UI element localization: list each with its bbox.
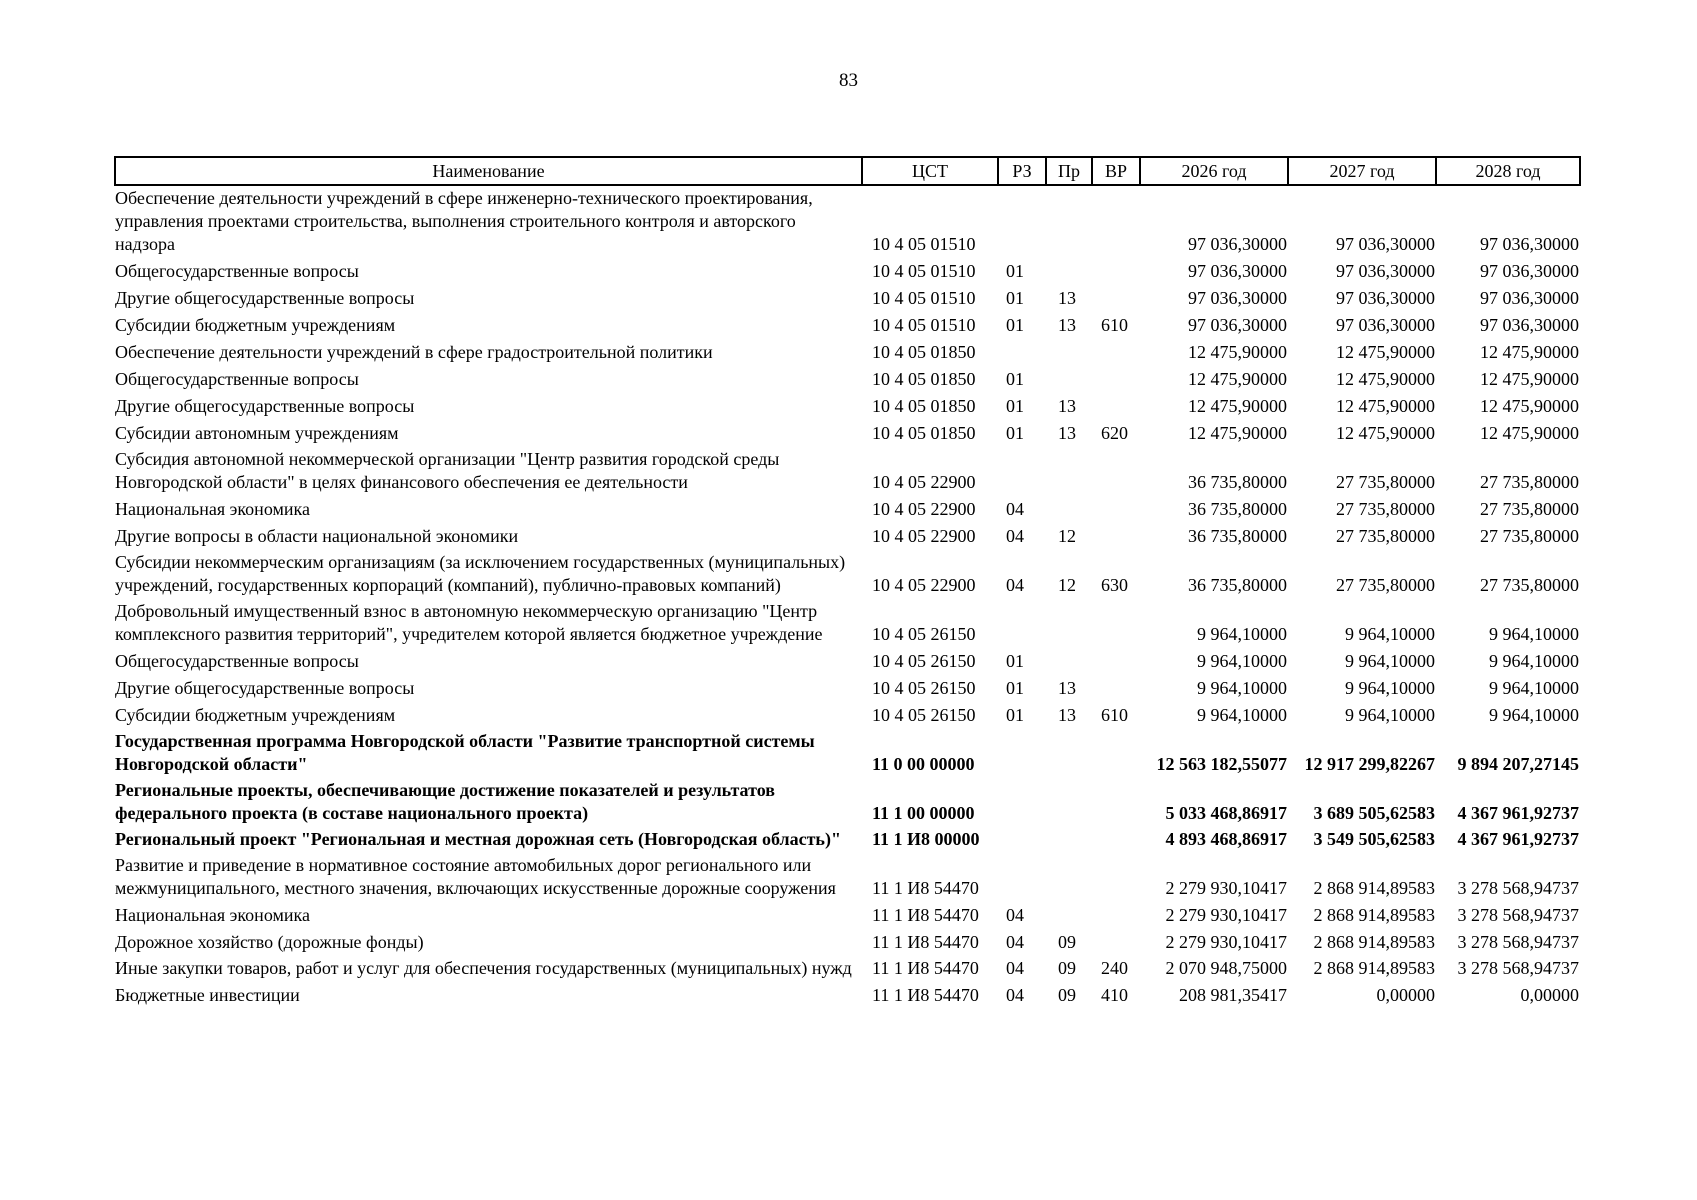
row-value-2026: 2 279 930,10417 [1165, 932, 1287, 952]
row-value-2028: 3 278 568,94737 [1457, 958, 1579, 978]
row-value-2028: 12 475,90000 [1480, 369, 1579, 389]
row-pr [1046, 496, 1092, 523]
row-value-2026: 9 964,10000 [1197, 678, 1287, 698]
row-value-2027: 2 868 914,89583 [1313, 932, 1435, 952]
row-value-2026: 12 475,90000 [1188, 342, 1287, 362]
row-vr: 610 [1101, 315, 1128, 335]
row-value-2026: 12 475,90000 [1188, 369, 1287, 389]
row-cst: 11 1 00 00000 [872, 803, 975, 823]
row-name: Национальная экономика [115, 499, 310, 519]
row-value-2028: 4 367 961,92737 [1457, 803, 1579, 823]
row-value-2027: 97 036,30000 [1336, 315, 1435, 335]
row-vr: 620 [1101, 423, 1128, 443]
row-name: Субсидии автономным учреждениям [115, 423, 399, 443]
row-name: Обеспечение деятельности учреждений в сфере градостроительной политики [115, 342, 713, 362]
row-value-2026: 4 893 468,86917 [1165, 829, 1287, 849]
table-row [115, 902, 1580, 929]
header-name: Наименование [115, 157, 862, 185]
row-value-2027: 9 964,10000 [1345, 705, 1435, 725]
row-vr [1092, 778, 1140, 827]
table-row [115, 393, 1580, 420]
table-row [115, 523, 1580, 550]
row-value-2026: 9 964,10000 [1197, 705, 1287, 725]
row-rz: 04 [1006, 958, 1024, 978]
row-rz [998, 185, 1046, 258]
row-name: Субсидии бюджетным учреждениям [115, 705, 396, 725]
row-rz: 01 [1006, 369, 1024, 389]
table-header-row [115, 157, 1580, 185]
row-cst: 10 4 05 01850 [872, 396, 976, 416]
row-rz: 04 [1006, 575, 1024, 595]
row-rz [998, 447, 1046, 496]
row-pr: 09 [1058, 932, 1076, 952]
row-vr [1092, 827, 1140, 853]
row-value-2028: 12 475,90000 [1480, 396, 1579, 416]
header-2027: 2027 год [1288, 157, 1436, 185]
row-cst: 10 4 05 22900 [872, 499, 976, 519]
row-value-2028: 12 475,90000 [1480, 423, 1579, 443]
row-rz [998, 853, 1046, 902]
row-value-2026: 97 036,30000 [1188, 288, 1287, 308]
row-pr [1046, 648, 1092, 675]
row-value-2027: 9 964,10000 [1345, 651, 1435, 671]
row-pr: 09 [1058, 958, 1076, 978]
row-pr: 13 [1058, 315, 1076, 335]
row-cst: 11 0 00 00000 [872, 754, 975, 774]
row-rz: 04 [1006, 932, 1024, 952]
row-value-2026: 2 279 930,10417 [1165, 878, 1287, 898]
table-row [115, 185, 1580, 258]
row-value-2026: 12 475,90000 [1188, 423, 1287, 443]
row-name: Государственная программа Новгородской области "Развитие транспортной системы Новгородской области" [115, 731, 815, 774]
row-value-2028: 9 964,10000 [1489, 678, 1579, 698]
row-name: Региональные проекты, обеспечивающие достижение показателей и результатов федерального проекта (в составе национального проекта) [115, 780, 775, 823]
header-2028: 2028 год [1436, 157, 1580, 185]
row-cst: 10 4 05 26150 [872, 678, 976, 698]
row-name: Общегосударственные вопросы [115, 261, 359, 281]
row-vr [1092, 496, 1140, 523]
row-pr [1046, 366, 1092, 393]
row-cst: 11 1 И8 00000 [872, 829, 980, 849]
row-value-2026: 2 279 930,10417 [1165, 905, 1287, 925]
row-value-2028: 97 036,30000 [1480, 234, 1579, 254]
row-pr [1046, 185, 1092, 258]
row-vr: 610 [1101, 705, 1128, 725]
row-value-2028: 27 735,80000 [1480, 526, 1579, 546]
row-cst: 10 4 05 26150 [872, 651, 976, 671]
row-value-2027: 0,00000 [1376, 985, 1435, 1005]
row-value-2027: 9 964,10000 [1345, 624, 1435, 644]
row-name: Региональный проект "Региональная и местная дорожная сеть (Новгородская область)" [115, 829, 841, 849]
row-vr: 240 [1101, 958, 1128, 978]
row-name: Добровольный имущественный взнос в автономную некоммерческую организацию "Центр комплексного развития территорий", учредителем которой является бюджетное учреждение [115, 601, 823, 644]
row-rz: 01 [1006, 651, 1024, 671]
table-row [115, 599, 1580, 648]
row-value-2027: 3 549 505,62583 [1313, 829, 1435, 849]
row-value-2026: 36 735,80000 [1188, 499, 1287, 519]
row-name: Дорожное хозяйство (дорожные фонды) [115, 932, 424, 952]
row-value-2028: 3 278 568,94737 [1457, 878, 1579, 898]
row-value-2026: 9 964,10000 [1197, 651, 1287, 671]
row-pr: 13 [1058, 705, 1076, 725]
row-vr [1092, 339, 1140, 366]
row-value-2027: 12 475,90000 [1336, 423, 1435, 443]
header-rz: РЗ [998, 157, 1046, 185]
row-pr [1046, 599, 1092, 648]
row-rz: 01 [1006, 261, 1024, 281]
row-value-2027: 27 735,80000 [1336, 472, 1435, 492]
row-rz [998, 778, 1046, 827]
row-cst: 10 4 05 26150 [872, 705, 976, 725]
row-value-2028: 4 367 961,92737 [1457, 829, 1579, 849]
row-value-2028: 3 278 568,94737 [1457, 905, 1579, 925]
row-pr [1046, 339, 1092, 366]
table-row [115, 982, 1580, 1009]
row-rz [998, 339, 1046, 366]
header-cst: ЦСТ [862, 157, 998, 185]
row-vr [1092, 902, 1140, 929]
row-value-2027: 12 917 299,82267 [1304, 754, 1435, 774]
row-vr: 410 [1101, 985, 1128, 1005]
row-value-2027: 9 964,10000 [1345, 678, 1435, 698]
row-rz: 01 [1006, 678, 1024, 698]
row-name: Развитие и приведение в нормативное состояние автомобильных дорог регионального или межмуниципального, местного значения, включающих искусственные дорожные сооружения [115, 855, 836, 898]
row-pr [1046, 778, 1092, 827]
row-rz: 04 [1006, 985, 1024, 1005]
row-rz: 04 [1006, 526, 1024, 546]
row-cst: 10 4 05 01850 [872, 423, 976, 443]
row-pr [1046, 902, 1092, 929]
row-value-2026: 9 964,10000 [1197, 624, 1287, 644]
row-value-2027: 2 868 914,89583 [1313, 905, 1435, 925]
row-vr [1092, 285, 1140, 312]
row-name: Общегосударственные вопросы [115, 369, 359, 389]
header-vr: ВР [1092, 157, 1140, 185]
row-cst: 10 4 05 22900 [872, 526, 976, 546]
row-vr [1092, 393, 1140, 420]
row-value-2028: 9 964,10000 [1489, 624, 1579, 644]
row-pr [1046, 447, 1092, 496]
row-value-2028: 27 735,80000 [1480, 472, 1579, 492]
table-row [115, 285, 1580, 312]
row-value-2027: 12 475,90000 [1336, 342, 1435, 362]
row-rz: 01 [1006, 396, 1024, 416]
table-row [115, 675, 1580, 702]
row-vr [1092, 729, 1140, 778]
row-pr: 12 [1058, 526, 1076, 546]
row-name: Другие общегосударственные вопросы [115, 288, 415, 308]
row-name: Другие вопросы в области национальной экономики [115, 526, 519, 546]
table-row [115, 420, 1580, 447]
row-pr: 13 [1058, 678, 1076, 698]
table-row [115, 496, 1580, 523]
row-value-2026: 2 070 948,75000 [1165, 958, 1287, 978]
row-vr [1092, 675, 1140, 702]
row-value-2028: 9 964,10000 [1489, 705, 1579, 725]
row-vr [1092, 648, 1140, 675]
row-cst: 11 1 И8 54470 [872, 932, 979, 952]
row-value-2028: 97 036,30000 [1480, 261, 1579, 281]
row-pr: 09 [1058, 985, 1076, 1005]
row-value-2028: 27 735,80000 [1480, 499, 1579, 519]
row-cst: 10 4 05 01510 [872, 315, 976, 335]
row-value-2026: 12 475,90000 [1188, 396, 1287, 416]
row-name: Бюджетные инвестиции [115, 985, 300, 1005]
row-value-2026: 12 563 182,55077 [1156, 754, 1287, 774]
row-rz: 04 [1006, 499, 1024, 519]
row-pr [1046, 853, 1092, 902]
row-rz: 04 [1006, 905, 1024, 925]
row-vr [1092, 447, 1140, 496]
row-cst: 11 1 И8 54470 [872, 905, 979, 925]
row-value-2027: 12 475,90000 [1336, 369, 1435, 389]
table-row [115, 702, 1580, 729]
row-cst: 10 4 05 01510 [872, 234, 976, 254]
table-row [115, 366, 1580, 393]
row-vr: 630 [1101, 575, 1128, 595]
row-cst: 10 4 05 01850 [872, 342, 976, 362]
table-row [115, 956, 1580, 982]
row-value-2028: 0,00000 [1520, 985, 1579, 1005]
row-value-2027: 27 735,80000 [1336, 499, 1435, 519]
table-row [115, 312, 1580, 339]
row-value-2027: 3 689 505,62583 [1313, 803, 1435, 823]
row-name: Другие общегосударственные вопросы [115, 396, 415, 416]
row-cst: 10 4 05 22900 [872, 575, 976, 595]
table-row [115, 929, 1580, 956]
row-value-2027: 97 036,30000 [1336, 288, 1435, 308]
row-value-2026: 208 981,35417 [1179, 985, 1287, 1005]
row-name: Национальная экономика [115, 905, 310, 925]
row-value-2027: 27 735,80000 [1336, 526, 1435, 546]
table-row [115, 729, 1580, 778]
row-value-2027: 27 735,80000 [1336, 575, 1435, 595]
row-rz: 01 [1006, 423, 1024, 443]
row-pr: 13 [1058, 423, 1076, 443]
row-value-2026: 97 036,30000 [1188, 234, 1287, 254]
row-value-2027: 12 475,90000 [1336, 396, 1435, 416]
row-pr: 12 [1058, 575, 1076, 595]
row-name: Субсидия автономной некоммерческой организации "Центр развития городской среды Новгородской области" в целях финансового обеспечения ее деятельности [115, 449, 780, 492]
table-row [115, 339, 1580, 366]
row-vr [1092, 523, 1140, 550]
row-pr [1046, 827, 1092, 853]
table-row [115, 853, 1580, 902]
table-row [115, 827, 1580, 853]
row-name: Другие общегосударственные вопросы [115, 678, 415, 698]
row-pr: 13 [1058, 396, 1076, 416]
row-value-2026: 36 735,80000 [1188, 472, 1287, 492]
header-pr: Пр [1046, 157, 1092, 185]
row-rz [998, 599, 1046, 648]
row-value-2027: 2 868 914,89583 [1313, 878, 1435, 898]
row-cst: 10 4 05 01850 [872, 369, 976, 389]
row-pr [1046, 258, 1092, 285]
row-rz [998, 827, 1046, 853]
row-value-2028: 27 735,80000 [1480, 575, 1579, 595]
row-value-2028: 3 278 568,94737 [1457, 932, 1579, 952]
row-value-2027: 97 036,30000 [1336, 234, 1435, 254]
table-row [115, 778, 1580, 827]
row-value-2028: 9 964,10000 [1489, 651, 1579, 671]
row-value-2028: 12 475,90000 [1480, 342, 1579, 362]
row-value-2026: 97 036,30000 [1188, 261, 1287, 281]
row-cst: 10 4 05 01510 [872, 288, 976, 308]
row-value-2028: 9 894 207,27145 [1457, 754, 1579, 774]
row-vr [1092, 185, 1140, 258]
row-cst: 11 1 И8 54470 [872, 958, 979, 978]
row-cst: 11 1 И8 54470 [872, 985, 979, 1005]
row-value-2026: 5 033 468,86917 [1165, 803, 1287, 823]
table-row [115, 258, 1580, 285]
row-vr [1092, 929, 1140, 956]
row-rz: 01 [1006, 315, 1024, 335]
row-vr [1092, 853, 1140, 902]
row-value-2028: 97 036,30000 [1480, 288, 1579, 308]
row-cst: 11 1 И8 54470 [872, 878, 979, 898]
row-vr [1092, 366, 1140, 393]
row-cst: 10 4 05 26150 [872, 624, 976, 644]
row-value-2026: 36 735,80000 [1188, 575, 1287, 595]
row-name: Общегосударственные вопросы [115, 651, 359, 671]
row-rz [998, 729, 1046, 778]
row-vr [1092, 599, 1140, 648]
row-name: Иные закупки товаров, работ и услуг для обеспечения государственных (муниципальных) нужд [115, 958, 852, 978]
row-value-2027: 97 036,30000 [1336, 261, 1435, 281]
row-name: Обеспечение деятельности учреждений в сфере инженерно-технического проектирования, управления проектами строительства, выполнения строительного контроля и авторского надзора [115, 188, 813, 254]
table-row [115, 648, 1580, 675]
row-cst: 10 4 05 01510 [872, 261, 976, 281]
row-pr [1046, 729, 1092, 778]
header-2026: 2026 год [1140, 157, 1288, 185]
page-number: 83 [839, 70, 858, 91]
table-row [115, 550, 1580, 599]
row-pr: 13 [1058, 288, 1076, 308]
row-value-2026: 36 735,80000 [1188, 526, 1287, 546]
row-name: Субсидии бюджетным учреждениям [115, 315, 396, 335]
row-value-2028: 97 036,30000 [1480, 315, 1579, 335]
row-cst: 10 4 05 22900 [872, 472, 976, 492]
row-name: Субсидии некоммерческим организациям (за исключением государственных (муниципальных) учреждений, государственных корпораций (компаний), публично-правовых компаний) [115, 552, 846, 595]
row-rz: 01 [1006, 705, 1024, 725]
row-value-2026: 97 036,30000 [1188, 315, 1287, 335]
table-row [115, 447, 1580, 496]
row-rz: 01 [1006, 288, 1024, 308]
row-value-2027: 2 868 914,89583 [1313, 958, 1435, 978]
budget-table [114, 156, 1581, 1009]
row-vr [1092, 258, 1140, 285]
table-body [115, 185, 1580, 1009]
